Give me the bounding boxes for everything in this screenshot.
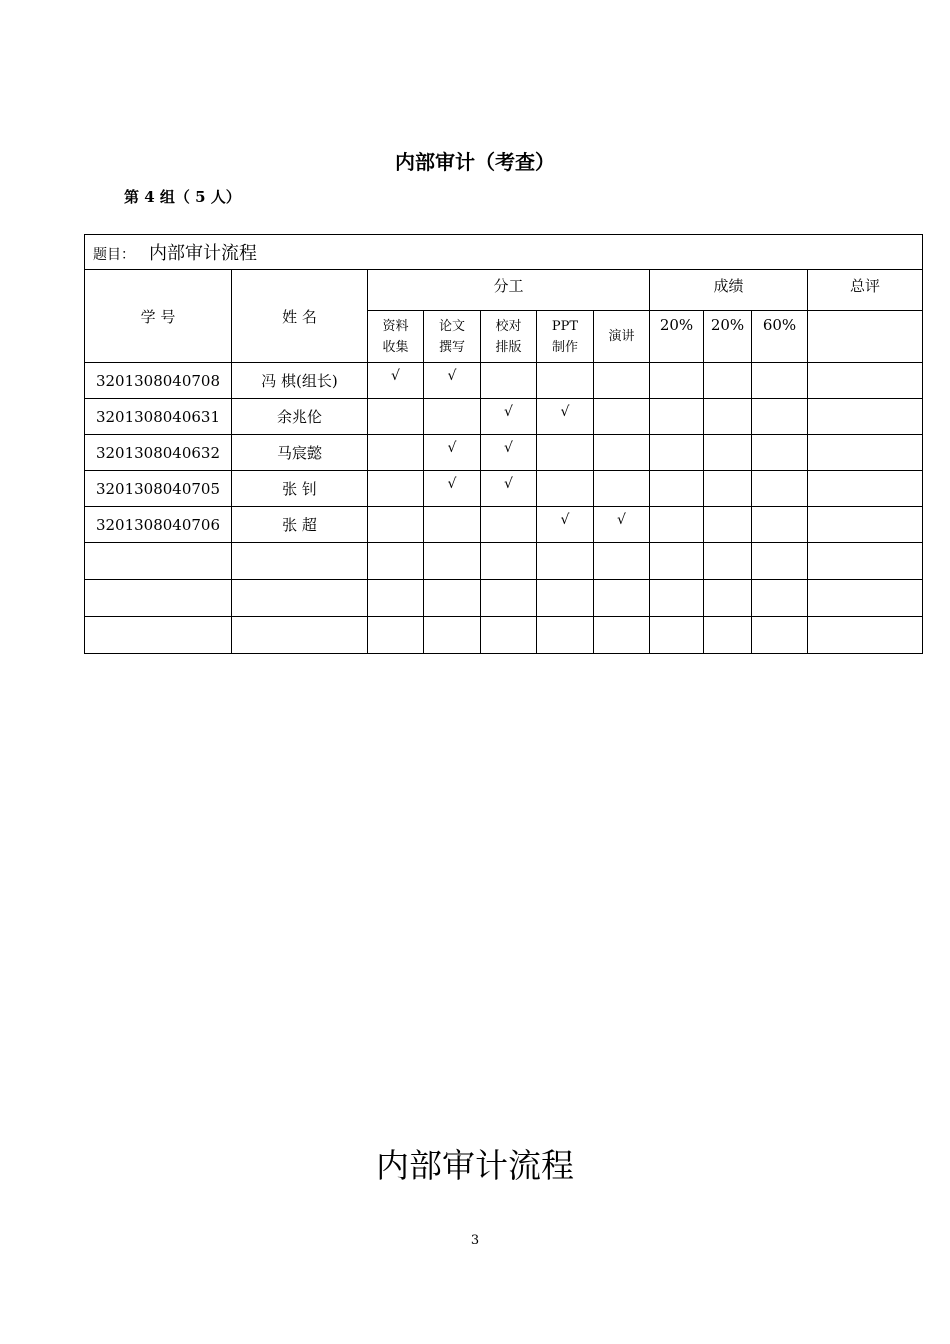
task-cell [537, 363, 594, 399]
table-row [85, 435, 923, 471]
task-cell [537, 471, 594, 507]
score-cell [704, 507, 752, 543]
task-cell [424, 507, 481, 543]
task-cell [368, 399, 424, 435]
table-row [85, 507, 923, 543]
task-cell: √ [424, 363, 481, 399]
table-row [85, 363, 923, 399]
task-cell [537, 435, 594, 471]
task-cell: √ [537, 507, 594, 543]
score-cell [704, 471, 752, 507]
overall-subheader [808, 311, 923, 363]
page-number: 3 [470, 1233, 480, 1248]
overall-cell [808, 363, 923, 399]
section-title: 内部审计流程 [376, 1146, 574, 1185]
task-cell [424, 399, 481, 435]
score-cell [752, 363, 808, 399]
task-header-4: PPT 制作 [537, 311, 594, 363]
group-label: 第 4 组（ 5 人） [124, 188, 241, 206]
task-cell [594, 363, 650, 399]
overall-cell [808, 471, 923, 507]
header-student-id: 学 号 [85, 270, 232, 363]
score-cell [650, 399, 704, 435]
grading-table [84, 234, 923, 654]
weight-header-2: 20% [704, 311, 752, 363]
header-overall: 总评 [808, 270, 923, 311]
topic-cell [85, 235, 923, 270]
task-cell [594, 471, 650, 507]
task-cell [368, 471, 424, 507]
document-title: 内部审计（考查） [395, 150, 555, 174]
header-score: 成绩 [650, 270, 808, 311]
task-cell: √ [424, 435, 481, 471]
topic-label: 题目： [93, 247, 135, 263]
task-cell: √ [537, 399, 594, 435]
overall-cell [808, 507, 923, 543]
empty-row [85, 543, 923, 580]
table-row [85, 399, 923, 435]
score-cell [650, 435, 704, 471]
score-cell [752, 435, 808, 471]
weight-header-1: 20% [650, 311, 704, 363]
topic-value: 内部审计流程 [149, 243, 257, 264]
task-cell [594, 435, 650, 471]
task-cell: √ [481, 435, 537, 471]
task-cell [481, 363, 537, 399]
task-header-2: 论文 撰写 [424, 311, 481, 363]
score-cell [752, 471, 808, 507]
student-id-cell: 3201308040706 [85, 507, 232, 543]
task-cell: √ [594, 507, 650, 543]
student-id-cell: 3201308040631 [85, 399, 232, 435]
score-cell [650, 471, 704, 507]
student-name-cell: 冯 棋(组长) [232, 363, 368, 399]
student-id-cell: 3201308040705 [85, 471, 232, 507]
student-name-cell: 张 钊 [232, 471, 368, 507]
student-name-cell: 张 超 [232, 507, 368, 543]
score-cell [704, 399, 752, 435]
header-division: 分工 [368, 270, 650, 311]
task-cell: √ [368, 363, 424, 399]
empty-row [85, 617, 923, 654]
score-cell [650, 363, 704, 399]
task-cell: √ [481, 399, 537, 435]
task-cell: √ [424, 471, 481, 507]
score-cell [752, 507, 808, 543]
weight-header-3: 60% [752, 311, 808, 363]
overall-cell [808, 435, 923, 471]
overall-cell [808, 399, 923, 435]
student-name-cell: 马宸懿 [232, 435, 368, 471]
task-header-5: 演讲 [594, 311, 650, 363]
student-id-cell: 3201308040632 [85, 435, 232, 471]
student-id-cell: 3201308040708 [85, 363, 232, 399]
score-cell [704, 363, 752, 399]
score-cell [650, 507, 704, 543]
task-cell: √ [481, 471, 537, 507]
task-cell [368, 435, 424, 471]
task-cell [481, 507, 537, 543]
task-header-3: 校对 排版 [481, 311, 537, 363]
task-cell [368, 507, 424, 543]
task-header-1: 资料 收集 [368, 311, 424, 363]
task-cell [594, 399, 650, 435]
table-row [85, 471, 923, 507]
empty-row [85, 580, 923, 617]
score-cell [752, 399, 808, 435]
header-name: 姓 名 [232, 270, 368, 363]
student-name-cell: 余兆伦 [232, 399, 368, 435]
score-cell [704, 435, 752, 471]
